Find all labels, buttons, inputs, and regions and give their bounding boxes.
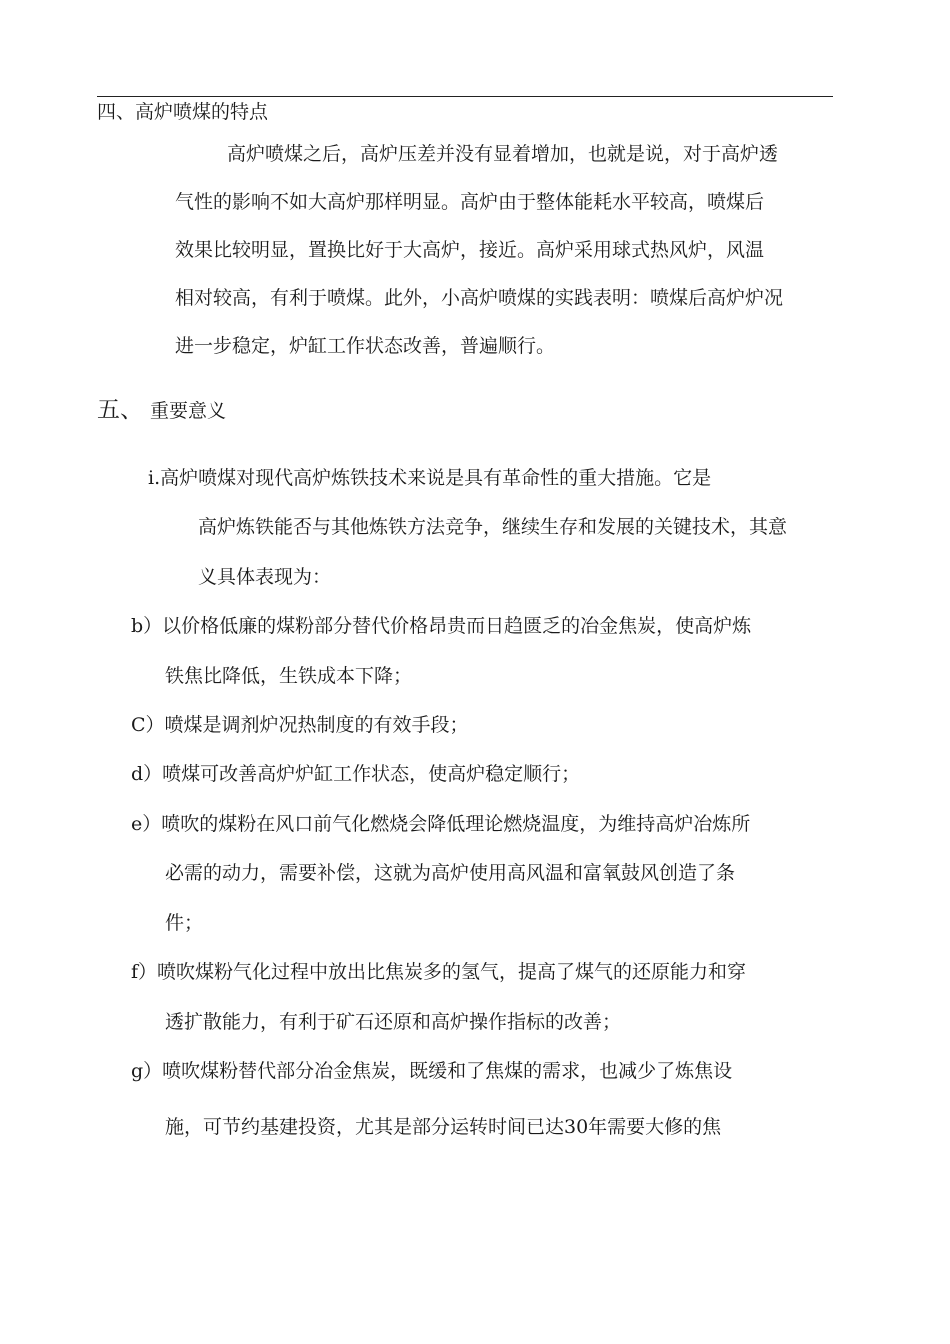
section-5-heading-text: 重要意义	[150, 400, 227, 422]
item-g-line-1: g）喷吹煤粉替代部分冶金焦炭，既缓和了焦煤的需求，也减少了炼焦设	[131, 1060, 733, 1082]
section-4-paragraph-line-2: 气性的影响不如大高炉那样明显。高炉由于整体能耗水平较高，喷煤后	[175, 191, 765, 213]
section-5-heading-number: 五、	[97, 397, 143, 423]
section-4-paragraph-line-3: 效果比较明显，置换比好于大高炉，接近。高炉采用球式热风炉，风温	[175, 239, 765, 261]
item-i-line-1: i.高炉喷煤对现代高炉炼铁技术来说是具有革命性的重大措施。它是	[148, 467, 712, 489]
item-i-line-2: 高炉炼铁能否与其他炼铁方法竞争，继续生存和发展的关键技术，其意	[198, 516, 788, 538]
section-4-paragraph-line-4: 相对较高，有利于喷煤。此外，小高炉喷煤的实践表明：喷煤后高炉炉况	[175, 287, 784, 309]
item-f-line-1: f）喷吹煤粉气化过程中放出比焦炭多的氢气，提高了煤气的还原能力和穿	[131, 961, 747, 983]
item-f-line-2: 透扩散能力，有利于矿石还原和高炉操作指标的改善；	[165, 1011, 622, 1033]
item-e-line-2: 必需的动力，需要补偿，这就为高炉使用高风温和富氧鼓风创造了条	[165, 862, 736, 884]
item-c-line-1: C）喷煤是调剂炉况热制度的有效手段；	[131, 714, 469, 736]
item-b-line-1: b）以价格低廉的煤粉部分替代价格昂贵而日趋匮乏的冶金焦炭，使高炉炼	[131, 615, 752, 637]
item-g-line-2: 施，可节约基建投资，尤其是部分运转时间已达30年需要大修的焦	[165, 1116, 722, 1138]
section-4-paragraph-line-5: 进一步稳定，炉缸工作状态改善，普遍顺行。	[175, 335, 556, 357]
item-d-line-1: d）喷煤可改善高炉炉缸工作状态，使高炉稳定顺行；	[131, 763, 581, 785]
item-e-line-1: e）喷吹的煤粉在风口前气化燃烧会降低理论燃烧温度，为维持高炉冶炼所	[131, 813, 751, 835]
section-4-heading: 四、高炉喷煤的特点	[97, 101, 269, 123]
item-b-line-2: 铁焦比降低，生铁成本下降；	[165, 665, 413, 687]
item-i-line-3: 义具体表现为：	[198, 566, 332, 588]
header-rule	[97, 96, 833, 97]
item-e-line-3: 件；	[165, 912, 204, 934]
section-4-paragraph-line-1: 高炉喷煤之后，高炉压差并没有显着增加，也就是说，对于高炉透	[227, 143, 779, 165]
